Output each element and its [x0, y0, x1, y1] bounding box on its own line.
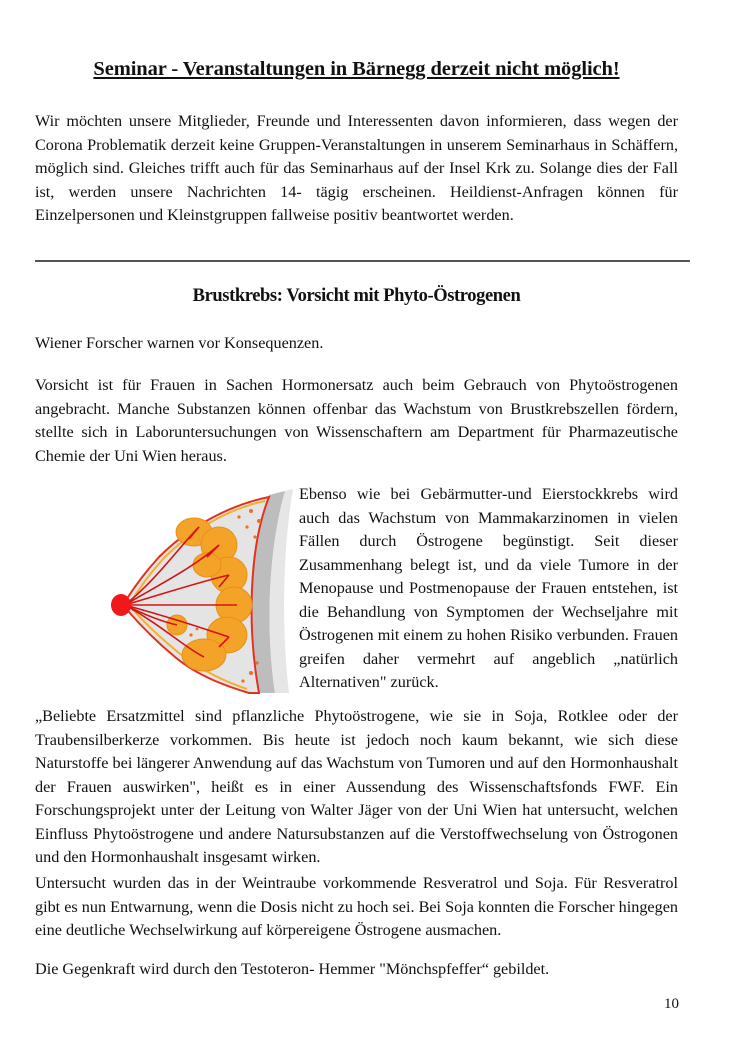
article-paragraph: Untersucht wurden das in der Weintraube vorkommende Resveratrol und Soja. Für Resveratrol gibt es nun Entwarnung, wenn die Dosis nicht zu hoch sei. Bei Soja konnten die Forscher hingegen eine deutliche Wechselwirkung auf körpereigene Östrogene ausmachen.: [35, 874, 678, 939]
article-paragraph: „Beliebte Ersatzmittel sind pflanzliche Phytoöstrogene, wie sie in Soja, Rotklee oder der Traubensilberkerze vorkommen. Bis heute ist jedoch noch kaum bekannt, wie sich diese Naturstoffe bei längerer Anwendung auf das Wachstum von Tumoren und auf den Hormonhaushalt der Frauen auswirken", heißt es in einer Aussendung des Wissenschaftsfonds FWF. Ein Forschungsprojekt unter der Leitung von Walter Jäger von der Uni Wien hat untersucht, welchen Einfluss Phytoöstrogene und andere Natursubstanzen auf die Verstoffwechselung von Östrogonen und den Hormonhaushalt insgesamt wirken.: [35, 707, 678, 866]
article-lead: Wiener Forscher warnen vor Konsequenzen.: [35, 334, 324, 352]
section-divider: [35, 260, 690, 262]
article-paragraph: Ebenso wie bei Gebärmutter-und Eierstockkrebs wird auch das Wachstum von Mammakarzinomen in vielen Fällen durch Östrogene begünstigt. Seit dieser Zusammenhang belegt ist, und da viele Tumore in der Menopause und Postmenopause der Frauen entstehen, ist die Behandlung von Symptomen der Wechseljahre mit Östrogenen mit einem zu hohen Risiko verbunden. Frauen greifen daher vermehrt auf angeblich „natürlich Alternativen" zurück.: [299, 485, 678, 691]
seminar-notice-paragraph: Wir möchten unsere Mitglieder, Freunde und Interessenten davon informieren, dass wegen der Corona Problematik derzeit keine Gruppen-Veranstaltungen in unserem Seminarhaus in Schäffern, möglich sind. Gleiches trifft auch für das Seminarhaus auf der Insel Krk zu. Solange dies der Fall ist, werden unsere Nachrichten 14- tägig erscheinen. Heildienst-Anfragen können für Einzelpersonen und Kleinstgruppen fallweise positiv beantwortet werden.: [35, 112, 678, 224]
seminar-headline: Seminar - Veranstaltungen in Bärnegg derzeit nicht möglich!: [93, 58, 620, 80]
article-paragraph: Vorsicht ist für Frauen in Sachen Hormonersatz auch beim Gebrauch von Phytoöstrogenen angebracht. Manche Substanzen können offenbar das Wachstum von Brustkrebszellen fördern, stellte sich in Laboruntersuchungen von Wissenschaftern am Department für Pharmazeutische Chemie der Uni Wien heraus.: [35, 376, 678, 465]
page-number: 10: [664, 996, 679, 1012]
article-title: Brustkrebs: Vorsicht mit Phyto-Östrogenen: [192, 286, 521, 306]
article-paragraph: Die Gegenkraft wird durch den Testoteron- Hemmer "Mönchspfeffer“ gebildet.: [35, 960, 550, 978]
breast-anatomy-illustration: [79, 487, 315, 695]
